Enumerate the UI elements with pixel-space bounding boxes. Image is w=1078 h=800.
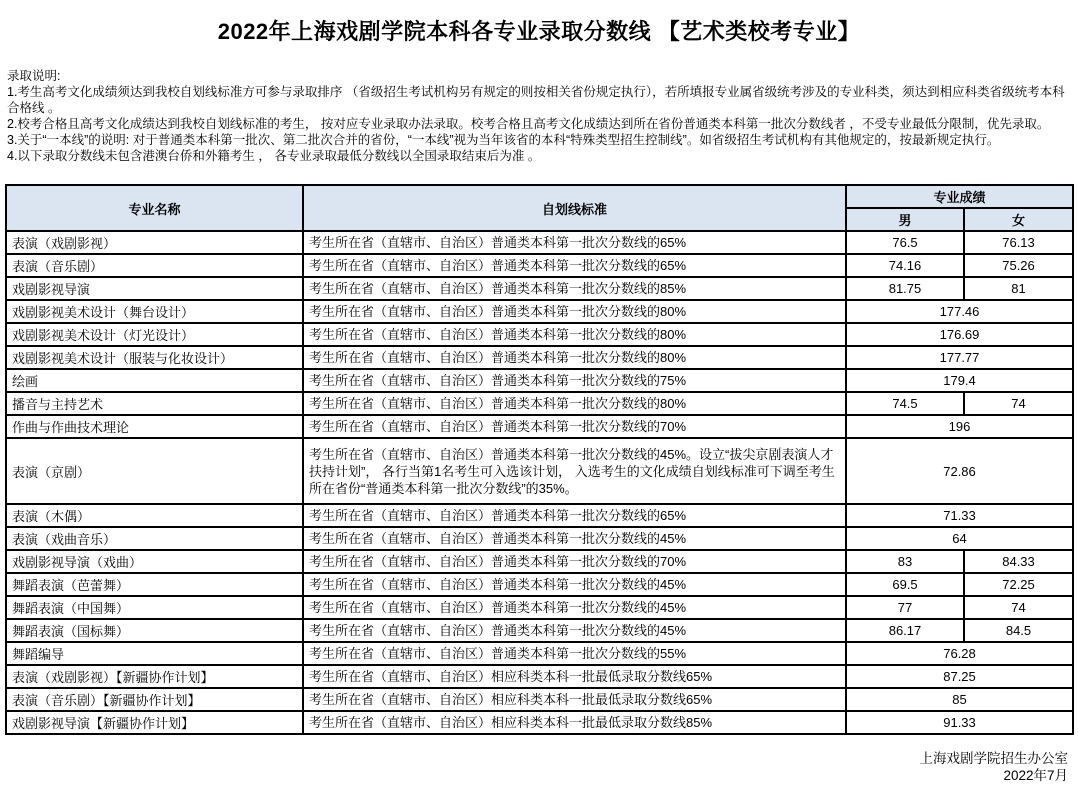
table-row xyxy=(6,231,1073,254)
header-score-group: 专业成绩 xyxy=(846,185,1073,208)
major-cell: 戏剧影视美术设计（舞台设计） xyxy=(6,300,303,323)
standard-cell: 考生所在省（直辖市、自治区）普通类本科第一批次分数线的45% xyxy=(303,596,846,619)
standard-cell: 考生所在省（直辖市、自治区）普通类本科第一批次分数线的80% xyxy=(303,392,846,415)
standard-cell: 考生所在省（直辖市、自治区）普通类本科第一批次分数线的70% xyxy=(303,550,846,573)
score-cell-merged: 76.28 xyxy=(846,642,1073,665)
major-cell: 表演（戏剧影视）【新疆协作计划】 xyxy=(6,665,303,688)
major-cell: 表演（音乐剧） xyxy=(6,254,303,277)
score-cell-male: 74.5 xyxy=(846,392,964,415)
table-row xyxy=(6,392,1073,415)
major-cell: 舞蹈表演（中国舞） xyxy=(6,596,303,619)
standard-cell: 考生所在省（直辖市、自治区）普通类本科第一批次分数线的80% xyxy=(303,346,846,369)
score-cell-merged: 85 xyxy=(846,688,1073,711)
standard-cell: 考生所在省（直辖市、自治区）普通类本科第一批次分数线的65% xyxy=(303,254,846,277)
table-row xyxy=(6,642,1073,665)
score-cell-merged: 72.86 xyxy=(846,438,1073,504)
table-row xyxy=(6,504,1073,527)
page-title: 2022年上海戏剧学院本科各专业录取分数线 【艺术类校考专业】 xyxy=(217,19,861,44)
score-cell-female: 74 xyxy=(964,392,1073,415)
table-row xyxy=(6,619,1073,642)
major-cell: 表演（音乐剧）【新疆协作计划】 xyxy=(6,688,303,711)
standard-cell: 考生所在省（直辖市、自治区）普通类本科第一批次分数线的45% xyxy=(303,527,846,550)
notes-heading: 录取说明: xyxy=(7,69,61,83)
footer-date: 2022年7月 xyxy=(1003,768,1068,783)
score-cell-merged: 64 xyxy=(846,527,1073,550)
note-item-4: 4.以下录取分数线未包含港澳台侨和外籍考生 ， 各专业录取最低分数线以全国录取结束后为准 。 xyxy=(7,149,541,163)
standard-cell: 考生所在省（直辖市、自治区）普通类本科第一批次分数线的85% xyxy=(303,277,846,300)
major-cell: 戏剧影视导演 xyxy=(6,277,303,300)
table-row xyxy=(6,438,1073,504)
score-cell-male: 69.5 xyxy=(846,573,964,596)
standard-cell: 考生所在省（直辖市、自治区）普通类本科第一批次分数线的70% xyxy=(303,415,846,438)
table-row xyxy=(6,573,1073,596)
note-item-2: 2.校考合格且高考文化成绩达到我校自划线标准的考生， 按对应专业录取办法录取。校考合格且高考文化成绩达到所在省份普通类本科第一批次分数线者 ，不受专业最低分限制，优先录取。 xyxy=(7,117,1050,131)
standard-cell: 考生所在省（直辖市、自治区）普通类本科第一批次分数线的80% xyxy=(303,323,846,346)
note-item-3: 3.关于“一本线”的说明: 对于普通类本科第一批次、第二批次合并的省份，“一本线”视为当年该省的本科“特殊类型招生控制线”。如省级招生考试机构有其他规定的，按最新规定执行。 xyxy=(7,133,1000,147)
score-cell-female: 76.13 xyxy=(964,231,1073,254)
table-row xyxy=(6,550,1073,573)
header-standard: 自划线标准 xyxy=(303,185,846,231)
score-cell-merged: 196 xyxy=(846,415,1073,438)
header-major: 专业名称 xyxy=(6,185,303,231)
score-cell-merged: 71.33 xyxy=(846,504,1073,527)
score-cell-male: 77 xyxy=(846,596,964,619)
score-cell-female: 81 xyxy=(964,277,1073,300)
score-cell-female: 74 xyxy=(964,596,1073,619)
table-row xyxy=(6,415,1073,438)
score-cell-female: 72.25 xyxy=(964,573,1073,596)
standard-cell: 考生所在省（直辖市、自治区）相应科类本科一批最低录取分数线85% xyxy=(303,711,846,734)
table-row xyxy=(6,711,1073,734)
score-table xyxy=(5,184,1074,735)
standard-cell: 考生所在省（直辖市、自治区）普通类本科第一批次分数线的80% xyxy=(303,300,846,323)
table-row xyxy=(6,254,1073,277)
score-cell-merged: 177.77 xyxy=(846,346,1073,369)
major-cell: 播音与主持艺术 xyxy=(6,392,303,415)
table-row xyxy=(6,369,1073,392)
major-cell: 戏剧影视美术设计（服装与化妆设计） xyxy=(6,346,303,369)
table-row xyxy=(6,665,1073,688)
standard-cell: 考生所在省（直辖市、自治区）相应科类本科一批最低录取分数线65% xyxy=(303,688,846,711)
major-cell: 戏剧影视美术设计（灯光设计） xyxy=(6,323,303,346)
major-cell: 表演（京剧） xyxy=(6,438,303,504)
standard-cell: 考生所在省（直辖市、自治区）普通类本科第一批次分数线的45% xyxy=(303,573,846,596)
score-cell-female: 75.26 xyxy=(964,254,1073,277)
score-cell-merged: 179.4 xyxy=(846,369,1073,392)
table-row xyxy=(6,346,1073,369)
major-cell: 绘画 xyxy=(6,369,303,392)
score-cell-merged: 91.33 xyxy=(846,711,1073,734)
major-cell: 作曲与作曲技术理论 xyxy=(6,415,303,438)
score-cell-merged: 176.69 xyxy=(846,323,1073,346)
score-cell-male: 76.5 xyxy=(846,231,964,254)
header-female: 女 xyxy=(964,208,1073,231)
table-row xyxy=(6,596,1073,619)
score-cell-male: 74.16 xyxy=(846,254,964,277)
footer-office: 上海戏剧学院招生办公室 xyxy=(919,751,1068,766)
score-cell-merged: 177.46 xyxy=(846,300,1073,323)
major-cell: 舞蹈编导 xyxy=(6,642,303,665)
table-row xyxy=(6,277,1073,300)
score-cell-male: 81.75 xyxy=(846,277,964,300)
footer xyxy=(920,750,1069,784)
score-cell-merged: 87.25 xyxy=(846,665,1073,688)
table-row xyxy=(6,688,1073,711)
score-cell-female: 84.5 xyxy=(964,619,1073,642)
major-cell: 戏剧影视导演（戏曲） xyxy=(6,550,303,573)
table-row xyxy=(6,527,1073,550)
standard-cell: 考生所在省（直辖市、自治区）普通类本科第一批次分数线的75% xyxy=(303,369,846,392)
standard-cell: 考生所在省（直辖市、自治区）普通类本科第一批次分数线的65% xyxy=(303,504,846,527)
note-item-1: 1.考生高考文化成绩须达到我校自划线标准方可参与录取排序 （省级招生考试机构另有规定的则按相关省份规定执行），若所填报专业属省级统考涉及的专业科类，须达到相应科类省级统考本科合格线 。 xyxy=(7,85,1065,115)
score-cell-male: 86.17 xyxy=(846,619,964,642)
major-cell: 戏剧影视导演【新疆协作计划】 xyxy=(6,711,303,734)
table-header xyxy=(6,185,1073,231)
major-cell: 表演（木偶） xyxy=(6,504,303,527)
standard-cell: 考生所在省（直辖市、自治区）普通类本科第一批次分数线的45% xyxy=(303,619,846,642)
table-body xyxy=(6,231,1073,734)
major-cell: 舞蹈表演（芭蕾舞） xyxy=(6,573,303,596)
major-cell: 舞蹈表演（国标舞） xyxy=(6,619,303,642)
standard-cell: 考生所在省（直辖市、自治区）相应科类本科一批最低录取分数线65% xyxy=(303,665,846,688)
standard-cell: 考生所在省（直辖市、自治区）普通类本科第一批次分数线的45%。设立“拔尖京剧表演人才扶持计划”， 各行当第1名考生可入选该计划， 入选考生的文化成绩自划线标准可下调至考生所在省份“普通类本科第一批次分数线”的35%。 xyxy=(303,438,846,504)
score-cell-female: 84.33 xyxy=(964,550,1073,573)
score-cell-male: 83 xyxy=(846,550,964,573)
table-row xyxy=(6,323,1073,346)
table-row xyxy=(6,300,1073,323)
header-male: 男 xyxy=(846,208,964,231)
admission-notes xyxy=(7,68,1072,164)
standard-cell: 考生所在省（直辖市、自治区）普通类本科第一批次分数线的65% xyxy=(303,231,846,254)
major-cell: 表演（戏剧影视） xyxy=(6,231,303,254)
standard-cell: 考生所在省（直辖市、自治区）普通类本科第一批次分数线的55% xyxy=(303,642,846,665)
major-cell: 表演（戏曲音乐） xyxy=(6,527,303,550)
